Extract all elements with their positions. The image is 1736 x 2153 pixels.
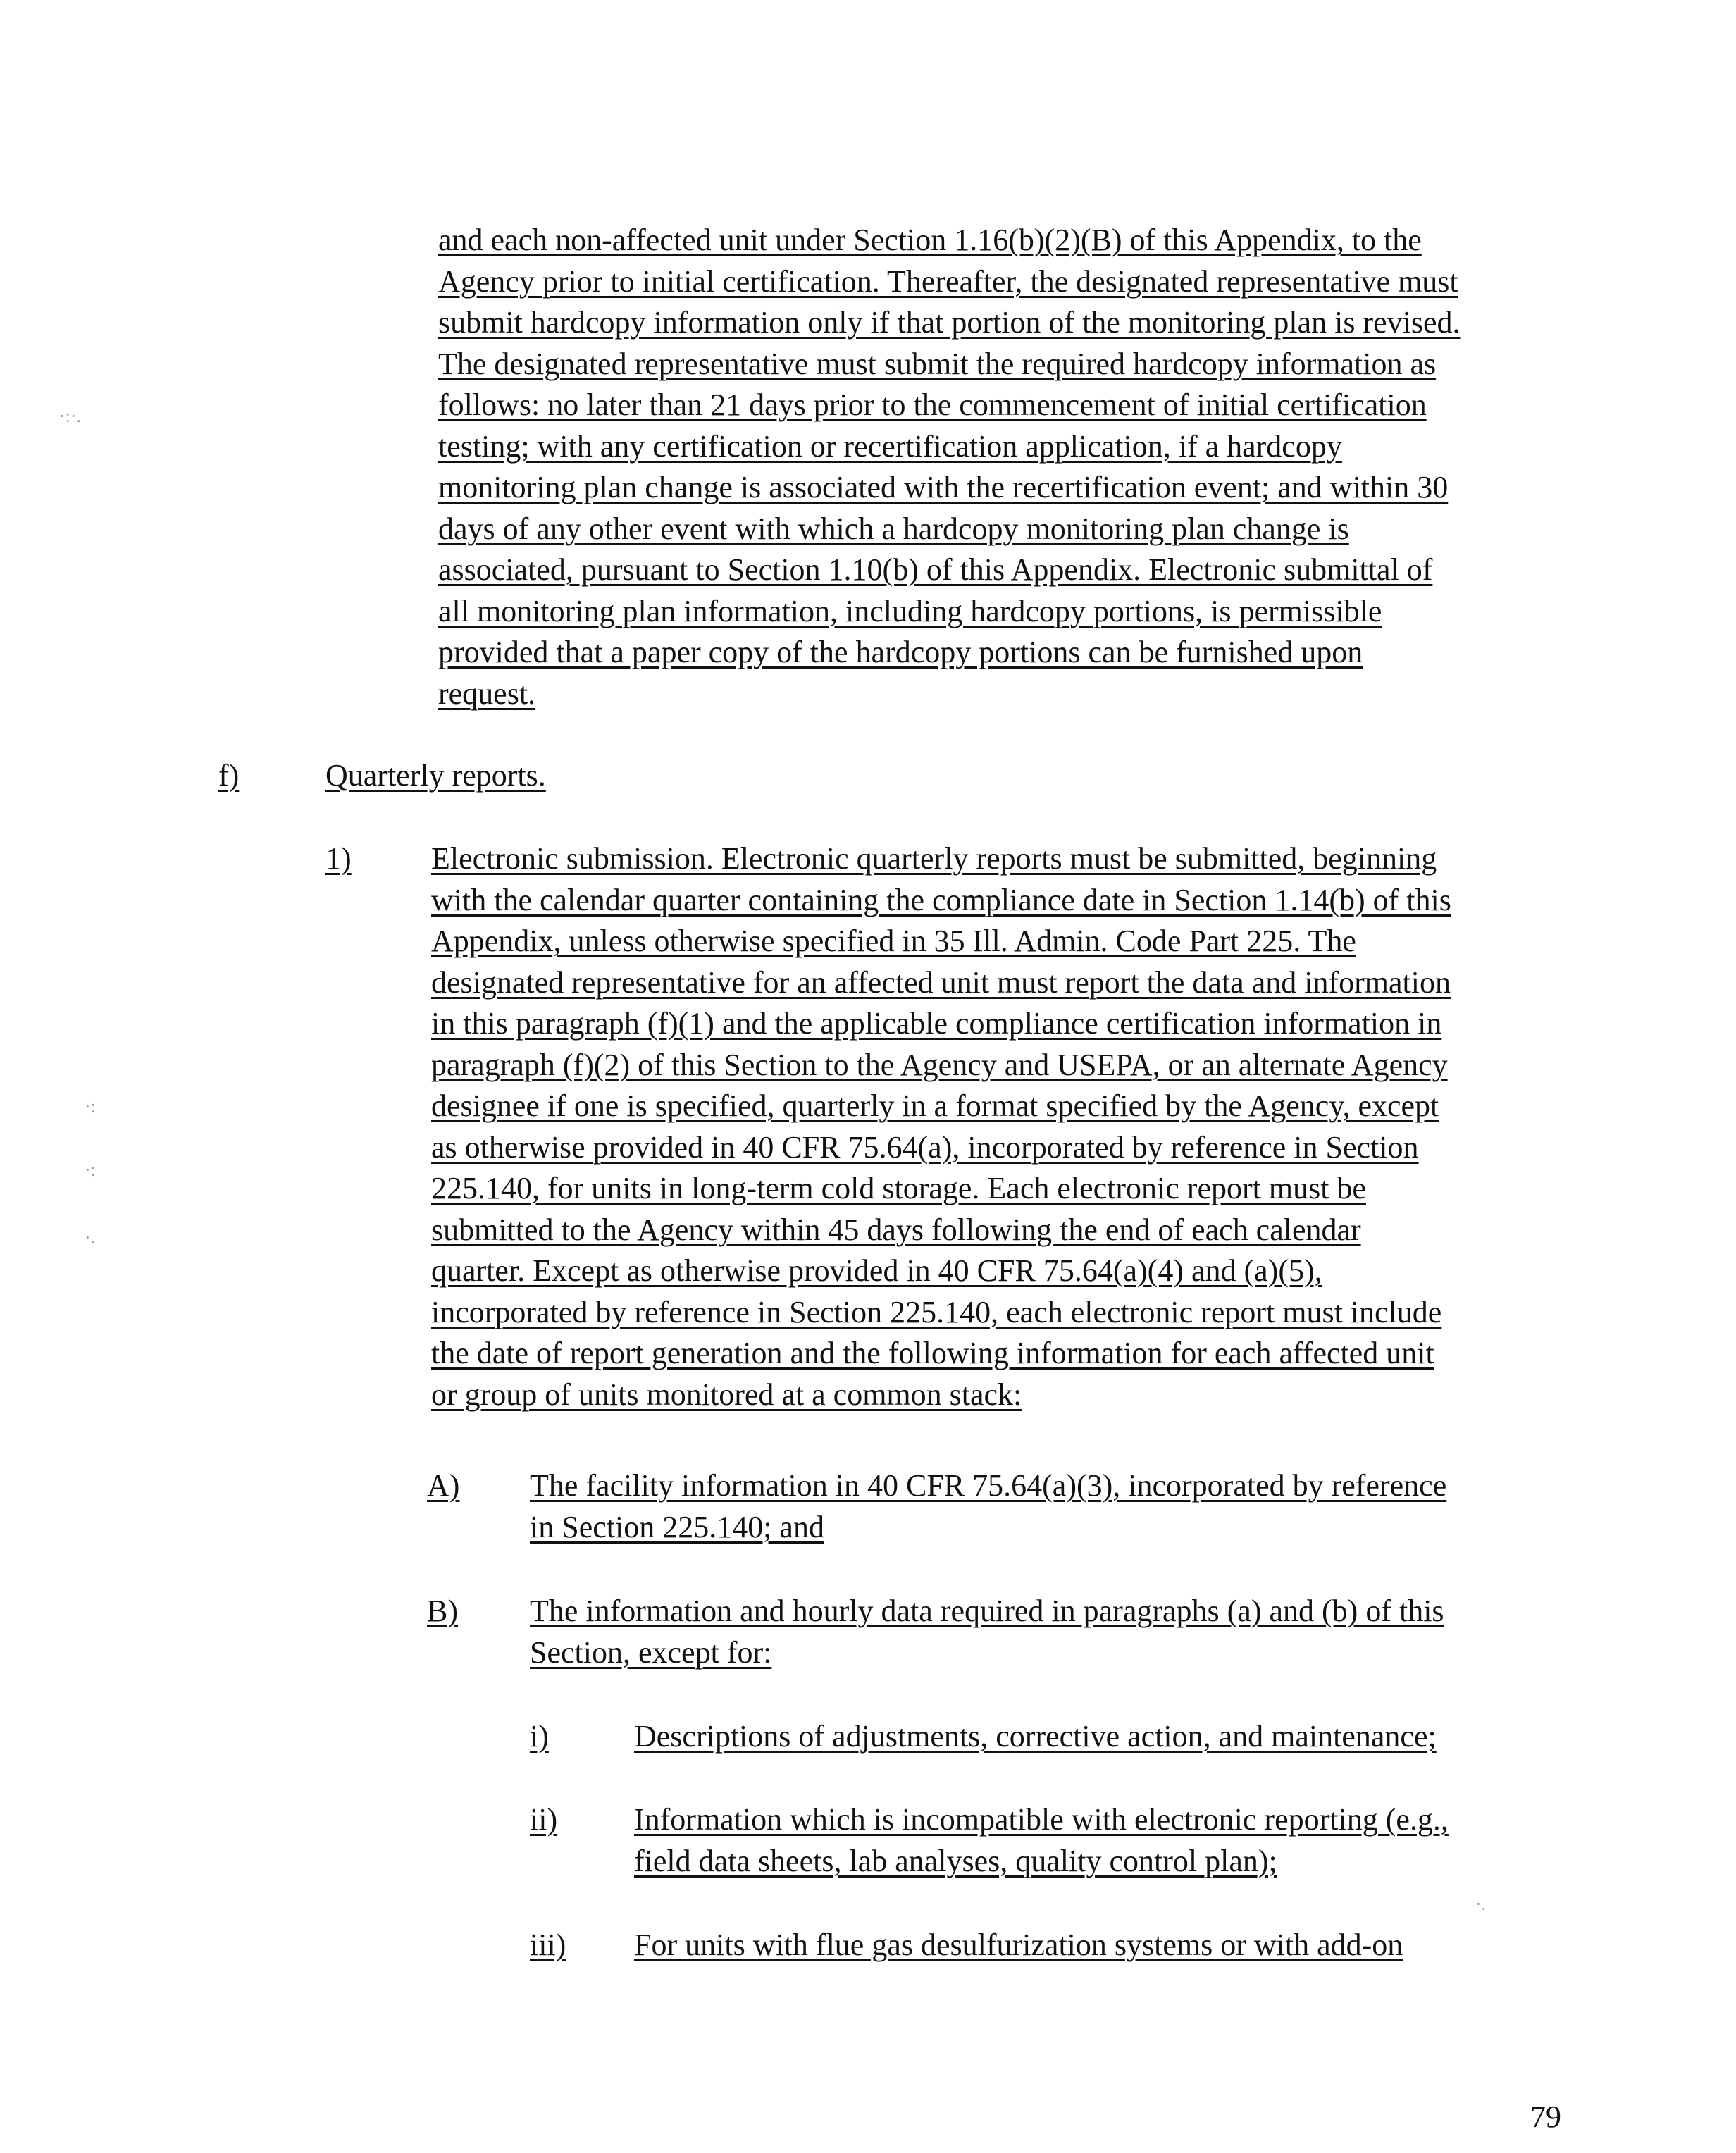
paragraph-line: the date of report generation and the following information for each affected unit	[431, 1336, 1434, 1370]
item-iii-paragraph	[634, 1925, 1403, 1966]
paragraph-line: days of any other event with which a hardcopy monitoring plan change is	[438, 511, 1349, 546]
paragraph-line: in this paragraph (f)(1) and the applicable compliance certification information in	[431, 1006, 1442, 1041]
paragraph-line: paragraph (f)(2) of this Section to the Agency and USEPA, or an alternate Agency	[431, 1047, 1448, 1082]
paragraph-line: Appendix, unless otherwise specified in 35 Ill. Admin. Code Part 225. The	[431, 924, 1356, 958]
scan-speck: ·.	[85, 1227, 96, 1248]
paragraph-line: submitted to the Agency within 45 days following the end of each calendar	[431, 1212, 1361, 1247]
paragraph-line: 225.140, for units in long-term cold storage. Each electronic report must be	[431, 1171, 1366, 1205]
paragraph-line: quarter. Except as otherwise provided in 40 CFR 75.64(a)(4) and (a)(5),	[431, 1253, 1322, 1288]
paragraph-line: request.	[438, 676, 536, 711]
paragraph-line: Information which is incompatible with electronic reporting (e.g.,	[634, 1802, 1449, 1837]
paragraph-line: submit hardcopy information only if that portion of the monitoring plan is revised.	[438, 305, 1461, 340]
paragraph-line: as otherwise provided in 40 CFR 75.64(a), incorporated by reference in Section	[431, 1129, 1419, 1165]
scan-speck: ·.	[1475, 1894, 1487, 1914]
item-iii-label: iii)	[530, 1928, 566, 1962]
page-number: 79	[1530, 2099, 1561, 2134]
paragraph-line: Electronic submission. Electronic quarterly reports must be submitted, beginning	[431, 841, 1437, 876]
paragraph-line: The information and hourly data required in paragraphs (a) and (b) of this	[530, 1594, 1444, 1628]
paragraph-line: monitoring plan change is associated with the recertification event; and within 30	[438, 470, 1449, 504]
paragraph-line: all monitoring plan information, including hardcopy portions, is permissible	[438, 593, 1382, 628]
paragraph-line: Descriptions of adjustments, corrective action, and maintenance;	[634, 1719, 1437, 1754]
monitoring-plan-continuation-paragraph	[438, 220, 1461, 714]
item-A-paragraph	[530, 1465, 1446, 1548]
paragraph-line: with the calendar quarter containing the compliance date in Section 1.14(b) of this	[431, 882, 1451, 917]
scan-speck: ·:	[85, 1160, 96, 1180]
paragraph-line: For units with flue gas desulfurization systems or with add-on	[634, 1928, 1403, 1962]
paragraph-line: Section, except for:	[530, 1634, 772, 1670]
paragraph-line: in Section 225.140; and	[530, 1509, 824, 1544]
section-f-label: f)	[218, 758, 240, 793]
item-1-label: 1)	[326, 841, 352, 876]
item-B-paragraph	[530, 1591, 1444, 1673]
paragraph-line: field data sheets, lab analyses, quality control plan);	[634, 1843, 1277, 1878]
paragraph-line: or group of units monitored at a common stack:	[431, 1377, 1022, 1412]
section-f-heading: Quarterly reports.	[326, 758, 546, 793]
item-i-label: i)	[530, 1719, 549, 1754]
paragraph-line: designated representative for an affected unit must report the data and information	[431, 964, 1451, 1000]
item-A-label: A)	[427, 1468, 460, 1503]
paragraph-line: provided that a paper copy of the hardcopy portions can be furnished upon	[438, 635, 1363, 669]
paragraph-line: The facility information in 40 CFR 75.64(a)(3), incorporated by reference	[530, 1468, 1447, 1503]
item-ii-paragraph	[634, 1799, 1449, 1882]
paragraph-line: designee if one is specified, quarterly in a format specified by the Agency, except	[431, 1088, 1439, 1123]
item-1-paragraph	[431, 838, 1451, 1415]
item-B-label: B)	[427, 1594, 458, 1628]
paragraph-line: and each non-affected unit under Section 1.16(b)(2)(B) of this Appendix, to the	[438, 223, 1422, 257]
paragraph-line: associated, pursuant to Section 1.10(b) of this Appendix. Electronic submittal of	[438, 552, 1433, 587]
paragraph-line: follows: no later than 21 days prior to the commencement of initial certification	[438, 387, 1427, 422]
scan-speck: ·:·.	[59, 406, 82, 426]
paragraph-line: incorporated by reference in Section 225.140, each electronic report must include	[431, 1294, 1442, 1329]
paragraph-line: The designated representative must submit the required hardcopy information as	[438, 346, 1437, 381]
item-ii-label: ii)	[530, 1802, 558, 1837]
item-i-paragraph	[634, 1716, 1437, 1758]
paragraph-line: Agency prior to initial certification. Thereafter, the designated representative must	[438, 263, 1458, 299]
paragraph-line: testing; with any certification or recertification application, if a hardcopy	[438, 428, 1342, 464]
scan-speck: ·:	[85, 1096, 96, 1117]
